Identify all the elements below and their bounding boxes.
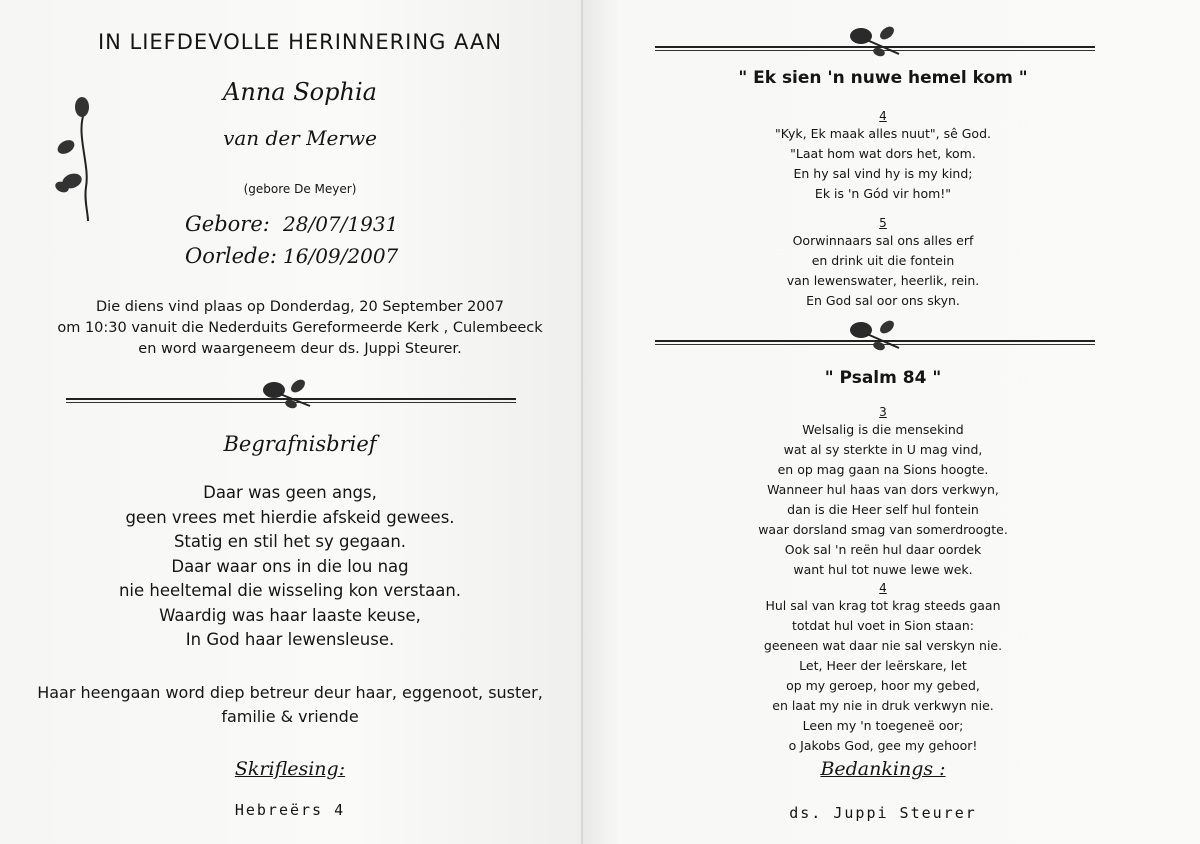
born-date: 28/07/1931 (283, 212, 399, 236)
poem (60, 481, 520, 653)
thanks-title: Bedankings : (820, 758, 946, 780)
verse-line: Ek is 'n Gód vir hom!" (814, 186, 952, 201)
letter-title: Begrafnisbrief (223, 432, 377, 456)
rose-icon (46, 95, 116, 225)
verse-line: Hul sal van krag tot krag steeds gaan (765, 598, 1001, 613)
verse-line: waar dorsland smag van somerdroogte. (758, 522, 1008, 537)
stanza-number: 4 (879, 581, 887, 595)
verse-line: Welsalig is die mensekind (802, 422, 964, 437)
surname: van der Merwe (223, 126, 377, 150)
verse-line: op my geroep, hoor my gebed, (786, 678, 980, 693)
rose-icon (258, 376, 318, 412)
died-label: Oorlede: (185, 244, 277, 268)
verse-line: Ook sal 'n reën hul daar oordek (784, 542, 982, 557)
poem-line: Daar waar ons in die lou nag (171, 556, 409, 576)
verse-line: en op mag gaan na Sions hoogte. (777, 462, 989, 477)
mourning-note (10, 681, 570, 729)
poem-line: In God haar lewensleuse. (185, 630, 395, 649)
memorial-heading: IN LIEFDEVOLLE HERINNERING AAN (97, 30, 503, 54)
service-line-1: Die diens vind plaas op Donderdag, 20 September 2007 (96, 299, 504, 315)
maiden-name: (gebore De Meyer) (243, 182, 357, 196)
service-details (20, 297, 580, 360)
hymn2-title: " Psalm 84 " (824, 368, 942, 388)
verse-line: "Laat hom wat dors het, kom. (790, 146, 976, 161)
verse-line: Oorwinnaars sal ons alles erf (792, 233, 974, 248)
verse-line: Wanneer hul haas van dors verkwyn, (767, 482, 999, 497)
service-line-3: en word waargeneem deur ds. Juppi Steurer. (138, 341, 462, 357)
verse-line: en drink uit die fontein (811, 253, 955, 268)
rose-icon (845, 22, 907, 60)
died-date: 16/09/2007 (283, 244, 399, 268)
first-names: Anna Sophia (223, 78, 377, 106)
stanza-number: 5 (879, 216, 887, 230)
verse-line: wat al sy sterkte in U mag vind, (783, 442, 983, 457)
reading-reference: Hebreërs 4 (234, 801, 346, 819)
stanza-number: 4 (879, 109, 887, 123)
verse-line: geeneen wat daar nie sal verskyn nie. (763, 638, 1003, 653)
right-page (583, 0, 1200, 844)
poem-line: Statig en stil het sy gegaan. (173, 532, 407, 551)
rose-icon (845, 316, 907, 354)
mourning-line-1: Haar heengaan word diep betreur deur haar, eggenoot, suster, (37, 683, 543, 702)
mourning-line-2: familie & vriende (221, 707, 359, 726)
hymn2-stanza-1 (663, 404, 1103, 580)
poem-line: nie heeltemal die wisseling kon verstaan. (118, 581, 462, 600)
verse-line: o Jakobs God, gee my gehoor! (788, 738, 978, 753)
service-line-2: om 10:30 vanuit die Nederduits Gereformeerde Kerk , Culembeeck (57, 320, 543, 336)
verse-line: van lewenswater, heerlik, rein. (786, 273, 980, 288)
verse-line: En God sal oor ons skyn. (806, 293, 960, 308)
left-page (0, 0, 583, 844)
verse-line: Leen my 'n toegeneë oor; (802, 718, 964, 733)
reading-title: Skriflesing: (234, 758, 346, 780)
hymn1-stanza-2 (693, 215, 1073, 311)
thanks-name: ds. Juppi Steurer (789, 804, 977, 822)
hymn1-title: " Ek sien 'n nuwe hemel kom " (738, 68, 1028, 88)
poem-line: Waardig was haar laaste keuse, (159, 605, 421, 625)
poem-line: Daar was geen angs, (203, 483, 377, 502)
verse-line: "Kyk, Ek maak alles nuut", sê God. (774, 126, 991, 141)
verse-line: en laat my nie in druk verkwyn nie. (772, 698, 994, 713)
born-label: Gebore: (185, 212, 270, 236)
verse-line: Let, Heer der leërskare, let (799, 658, 967, 673)
hymn1-stanza-1 (693, 108, 1073, 204)
verse-line: want hul tot nuwe lewe wek. (793, 562, 973, 577)
hymn2-stanza-2 (663, 580, 1103, 756)
poem-line: geen vrees met hierdie afskeid gewees. (125, 507, 455, 527)
verse-line: dan is die Heer self hul fontein (787, 502, 979, 517)
verse-line: En hy sal vind hy is my kind; (793, 166, 973, 181)
verse-line: totdat hul voet in Sion staan: (791, 618, 974, 633)
stanza-number: 3 (879, 405, 887, 419)
